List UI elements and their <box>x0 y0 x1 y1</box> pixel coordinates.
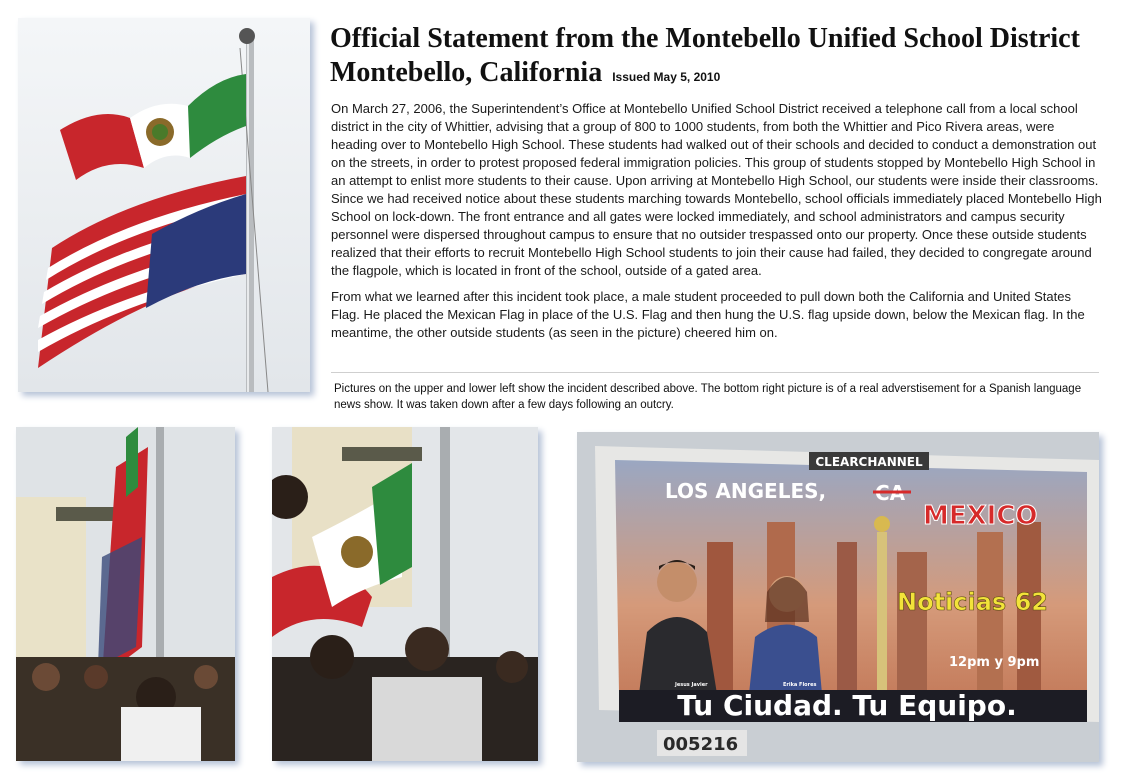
page-title <box>330 22 1110 94</box>
photo-crowd-flagpole-1 <box>16 427 235 761</box>
billboard-country: MEXICO <box>923 501 1038 531</box>
billboard-anchor-right: Erika Flores <box>783 682 817 688</box>
statement-body <box>331 100 1103 350</box>
billboard-company: CLEARCHANNEL <box>815 455 923 469</box>
billboard-slogan: Tu Ciudad. Tu Equipo. <box>677 689 1017 722</box>
paragraph-2: From what we learned after this incident took place, a male student proceeded to pull down both the California and United States Flag. He placed the Mexican Flag in place of the U.S. Flag and then hung the U.S. flag upside down, below the Mexican flag. In the meantime, the other outside students (as seen in the picture) cheered him on. <box>331 289 1085 340</box>
photo-billboard <box>577 432 1099 762</box>
billboard-panel-number: 005216 <box>663 734 739 755</box>
billboard-anchor-left: Jesus Javier <box>675 682 708 688</box>
billboard-show-name: Noticias 62 <box>897 588 1048 616</box>
photo-caption: Pictures on the upper and lower left show the incident described above. The bottom right picture is of a real adverstisement for a Spanish language news show. It was taken down after a few days following an outcry. <box>334 383 1082 411</box>
billboard-times: 12pm y 9pm <box>949 655 1040 670</box>
paragraph-1: On March 27, 2006, the Superintendent’s Office at Montebello Unified School District received a telephone call from a local school district in the city of Whittier, advising that a group of 800 to 1000 students, from both the Whittier and Pico Rivera areas, were heading over to Montebello High School. These students had walked out of their schools and decided to conduct a demonstration out on the streets, in order to protest proposed federal immigration policies. This group of students stopped by Montebello High School in an attempt to enlist more students to their cause. Upon arriving at Montebello High School, our students were inside their classrooms. Since we had received notice about these students marching towards Montebello, school officials immediately placed Montebello High School on lock-down. The front entrance and all gates were locked immediately, and school administrators and campus security personnel were dispersed throughout campus to ensure that no outsider trespassed onto our property. Once these outside students realized that their efforts to recruit Montebello High School students to join their cause had failed, they decided to congregate around the flagpole, which is located in front of the school, outside of a gated area. <box>331 101 1102 278</box>
billboard-city: LOS ANGELES, <box>665 479 827 503</box>
issued-date: Issued May 5, 2010 <box>612 70 721 84</box>
photo-flags-on-pole <box>18 18 310 392</box>
photo-crowd-flagpole-2 <box>272 427 538 761</box>
billboard-crossed-state: CA <box>875 481 906 505</box>
divider <box>331 372 1099 373</box>
title-text: Official Statement from the Montebello Unified School District Montebello, California <box>330 23 1080 88</box>
